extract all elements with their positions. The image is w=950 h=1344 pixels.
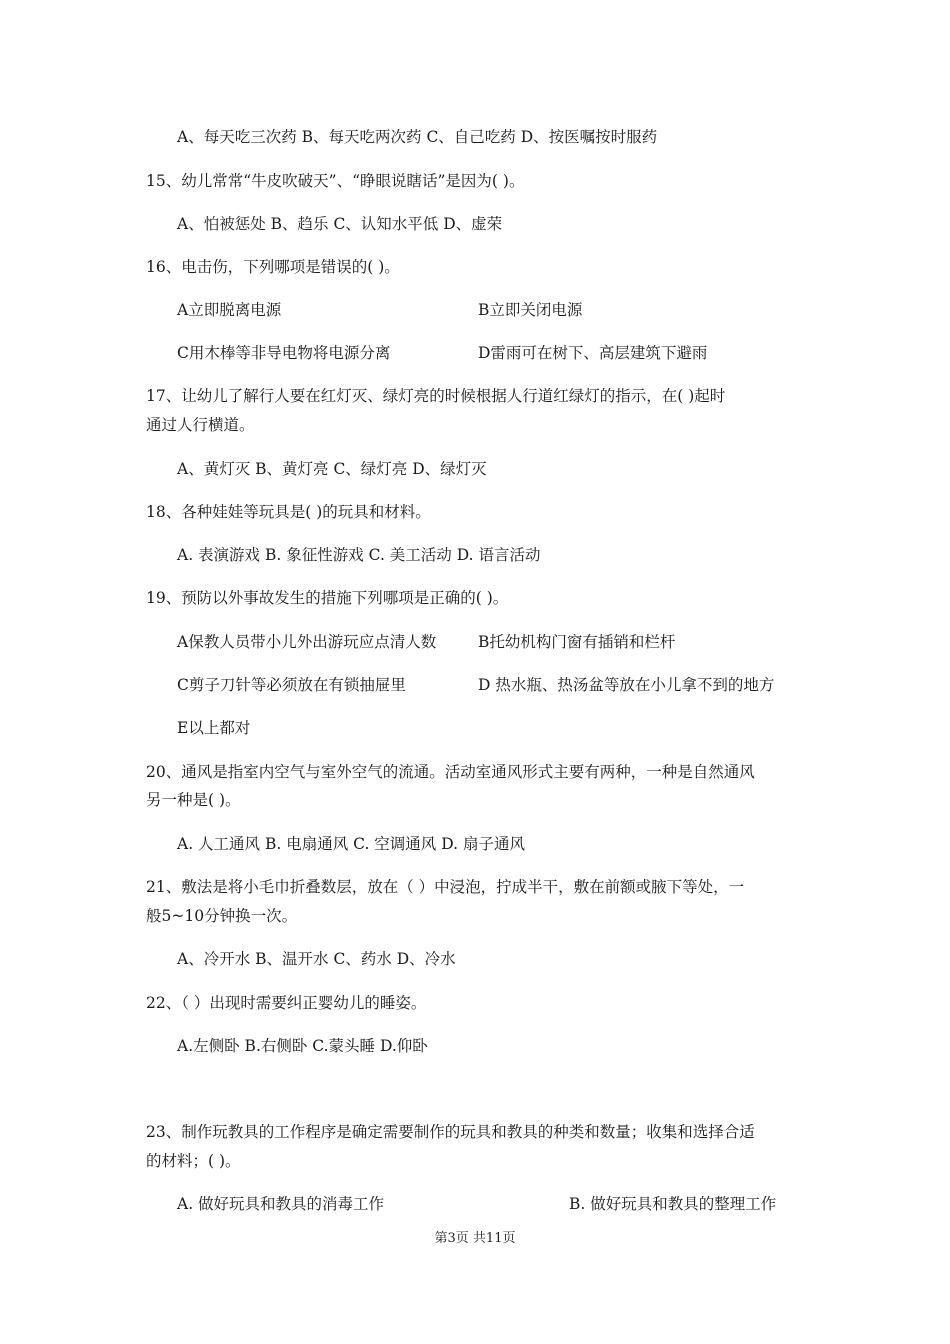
q19-option-e: E以上都对 — [177, 719, 251, 737]
q20-options: A. 人工通风 B. 电扇通风 C. 空调通风 D. 扇子通风 — [177, 835, 525, 853]
q19-option-d: D 热水瓶、热汤盆等放在小儿拿不到的地方 — [478, 676, 775, 694]
question-23-line1: 23、制作玩教具的工作程序是确定需要制作的玩具和教具的种类和数量；收集和选择合适 — [146, 1123, 755, 1141]
q16-option-c: C用木棒等非导电物将电源分离 — [177, 344, 391, 362]
q19-option-a: A保教人员带小儿外出游玩应点清人数 — [177, 633, 437, 651]
q19-option-c: C剪子刀针等必须放在有锁抽屉里 — [177, 676, 406, 694]
q18-options: A. 表演游戏 B. 象征性游戏 C. 美工活动 D. 语言活动 — [177, 546, 541, 564]
question-17-line1: 17、让幼儿了解行人要在红灯灭、绿灯亮的时候根据人行道红绿灯的指示，在( )起时 — [146, 387, 726, 405]
q14-options: A、每天吃三次药 B、每天吃两次药 C、自己吃药 D、按医嘱按时服药 — [177, 128, 658, 146]
q15-options: A、怕被惩处 B、趋乐 C、认知水平低 D、虚荣 — [177, 215, 503, 233]
question-16: 16、电击伤，下列哪项是错误的( )。 — [146, 258, 400, 276]
q17-options: A、黄灯灭 B、黄灯亮 C、绿灯亮 D、绿灯灭 — [177, 460, 487, 478]
question-20-line2: 另一种是( )。 — [146, 791, 241, 809]
question-15: 15、幼儿常常“牛皮吹破天”、“睁眼说瞎话”是因为( )。 — [146, 172, 525, 190]
q16-option-d: D雷雨可在树下、高层建筑下避雨 — [478, 344, 708, 362]
question-21-line2: 般5~10分钟换一次。 — [146, 907, 298, 925]
question-19: 19、预防以外事故发生的措施下列哪项是正确的( )。 — [146, 589, 509, 607]
q16-option-b: B立即关闭电源 — [478, 301, 583, 319]
question-23-line2: 的材料；( )。 — [146, 1152, 241, 1170]
q23-option-a: A. 做好玩具和教具的消毒工作 — [177, 1195, 385, 1213]
q22-options: A.左侧卧 B.右侧卧 C.蒙头睡 D.仰卧 — [177, 1037, 428, 1055]
question-18: 18、各种娃娃等玩具是( )的玩具和材料。 — [146, 503, 431, 521]
page-footer: 第3页 共11页 — [434, 1231, 516, 1246]
q19-option-b: B托幼机构门窗有插销和栏杆 — [478, 633, 676, 651]
q16-option-a: A立即脱离电源 — [177, 301, 282, 319]
question-21-line1: 21、敷法是将小毛巾折叠数层，放在（ ）中浸泡，拧成半干，敷在前额或腋下等处，一 — [146, 878, 745, 896]
q23-option-b: B. 做好玩具和教具的整理工作 — [569, 1195, 777, 1213]
question-17-line2: 通过人行横道。 — [146, 416, 255, 434]
question-22: 22、（ ）出现时需要纠正婴幼儿的睡姿。 — [146, 994, 427, 1012]
q21-options: A、冷开水 B、温开水 C、药水 D、冷水 — [177, 950, 456, 968]
question-20-line1: 20、通风是指室内空气与室外空气的流通。活动室通风形式主要有两种，一种是自然通风 — [146, 763, 755, 781]
